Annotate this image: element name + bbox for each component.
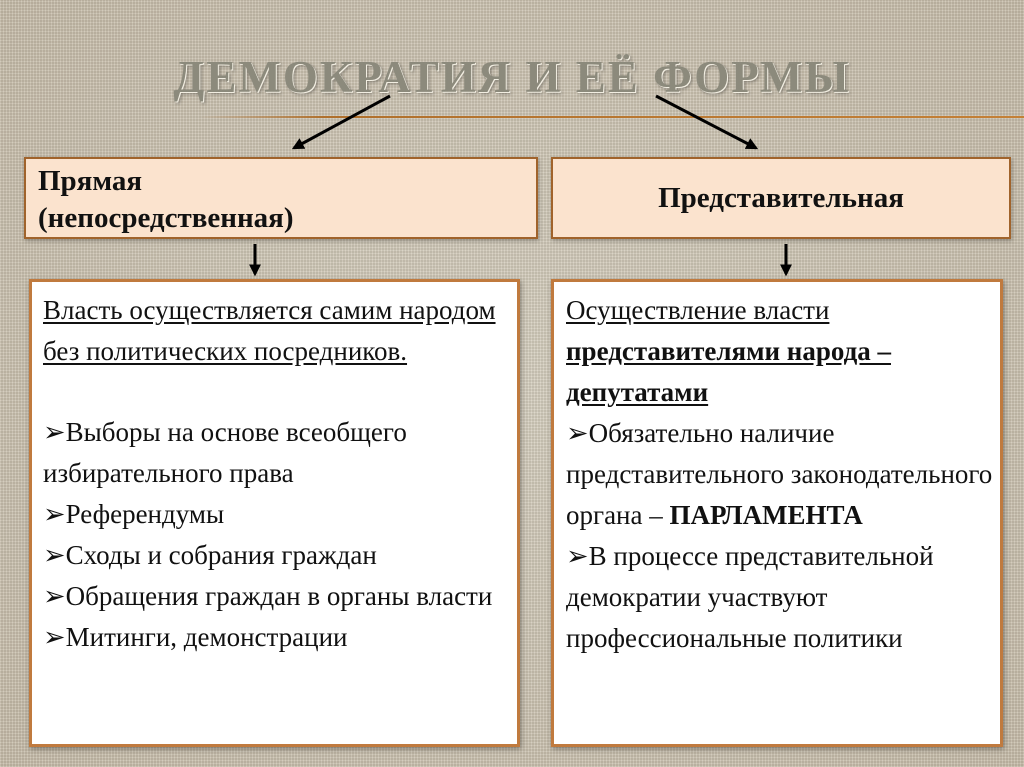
direct-item-elections: ➢Выборы на основе всеобщего избирательного права <box>43 417 407 488</box>
page-title: ДЕМОКРАТИЯ И ЕЁ ФОРМЫ <box>173 52 851 102</box>
representatives-emphasis: представителями народа – депутатами <box>566 336 891 407</box>
direct-header-line2: (непосредственная) <box>38 202 294 234</box>
spacer <box>43 372 511 412</box>
direct-item-appeals: ➢Обращения граждан в органы власти <box>43 581 493 611</box>
direct-item-referendums: ➢Референдумы <box>43 499 225 529</box>
bullet-arrow-icon: ➢ <box>43 581 66 611</box>
direct-header-line1: Прямая <box>38 165 143 197</box>
representative-definition: Осуществление власти представителями народа – депутатами <box>566 295 891 407</box>
arrow-to-representative <box>656 96 756 148</box>
representative-democracy-content <box>551 279 1003 747</box>
parliament-emphasis: ПАРЛАМЕНТА <box>669 500 863 530</box>
direct-democracy-header <box>24 157 538 239</box>
representative-header-label: Представительная <box>658 181 904 214</box>
bullet-arrow-icon: ➢ <box>566 418 589 448</box>
bullet-arrow-icon: ➢ <box>43 622 66 652</box>
direct-democracy-content <box>29 279 520 747</box>
bullet-arrow-icon: ➢ <box>566 541 589 571</box>
bullet-arrow-icon: ➢ <box>43 540 66 570</box>
direct-item-rallies: ➢Митинги, демонстрации <box>43 622 348 652</box>
direct-item-assemblies: ➢Сходы и собрания граждан <box>43 540 377 570</box>
bullet-arrow-icon: ➢ <box>43 499 66 529</box>
direct-definition: Власть осуществляется самим народом без политических посредников. <box>43 295 496 366</box>
arrow-to-direct <box>294 96 390 148</box>
representative-democracy-header <box>551 157 1011 239</box>
representative-item-politicians: ➢В процессе представительной демократии участвуют профессиональные политики <box>566 541 934 653</box>
bullet-arrow-icon: ➢ <box>43 417 66 447</box>
representative-item-parliament: ➢Обязательно наличие представительного законодательного органа – ПАРЛАМЕНТА <box>566 418 993 530</box>
